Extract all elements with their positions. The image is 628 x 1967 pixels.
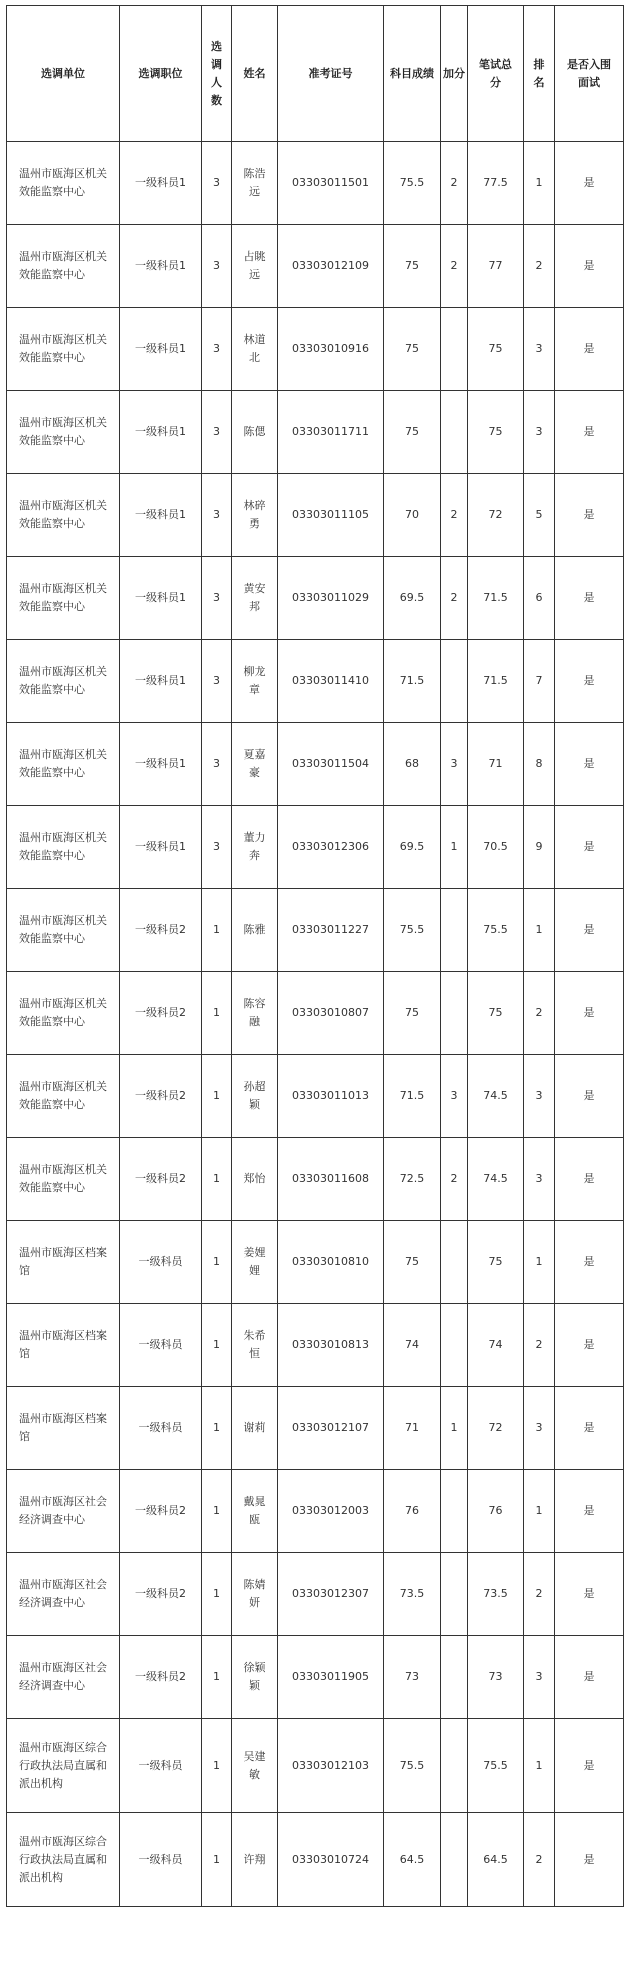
cell-count: 1 bbox=[202, 1304, 232, 1387]
cell-bonus bbox=[441, 391, 468, 474]
cell-bonus: 2 bbox=[441, 474, 468, 557]
cell-total: 75.5 bbox=[468, 1719, 524, 1813]
cell-exam-id: 03303012307 bbox=[278, 1553, 384, 1636]
table-header-row bbox=[7, 6, 624, 142]
cell-interview: 是 bbox=[555, 557, 624, 640]
cell-position: 一级科员1 bbox=[120, 308, 202, 391]
cell-interview: 是 bbox=[555, 474, 624, 557]
cell-total: 75 bbox=[468, 1221, 524, 1304]
cell-name: 陈雅 bbox=[232, 889, 278, 972]
cell-exam-id: 03303011608 bbox=[278, 1138, 384, 1221]
cell-interview: 是 bbox=[555, 1387, 624, 1470]
cell-count: 3 bbox=[202, 806, 232, 889]
cell-unit: 温州市瓯海区机关效能监察中心 bbox=[7, 1055, 120, 1138]
cell-subject-score: 75 bbox=[384, 391, 441, 474]
cell-exam-id: 03303012109 bbox=[278, 225, 384, 308]
table-row bbox=[7, 806, 624, 889]
cell-name: 谢莉 bbox=[232, 1387, 278, 1470]
cell-subject-score: 73.5 bbox=[384, 1553, 441, 1636]
header-subject-score: 科目成绩 bbox=[384, 6, 441, 142]
cell-subject-score: 71.5 bbox=[384, 1055, 441, 1138]
cell-unit: 温州市瓯海区机关效能监察中心 bbox=[7, 723, 120, 806]
cell-subject-score: 71 bbox=[384, 1387, 441, 1470]
cell-bonus: 3 bbox=[441, 723, 468, 806]
cell-exam-id: 03303011227 bbox=[278, 889, 384, 972]
cell-interview: 是 bbox=[555, 806, 624, 889]
cell-total: 72 bbox=[468, 474, 524, 557]
cell-count: 3 bbox=[202, 640, 232, 723]
cell-subject-score: 75 bbox=[384, 225, 441, 308]
table-row bbox=[7, 889, 624, 972]
cell-position: 一级科员 bbox=[120, 1221, 202, 1304]
cell-count: 1 bbox=[202, 1387, 232, 1470]
cell-position: 一级科员1 bbox=[120, 474, 202, 557]
cell-total: 75.5 bbox=[468, 889, 524, 972]
cell-rank: 1 bbox=[524, 1470, 555, 1553]
table-row bbox=[7, 640, 624, 723]
table-row bbox=[7, 557, 624, 640]
table-row bbox=[7, 1719, 624, 1813]
cell-exam-id: 03303012306 bbox=[278, 806, 384, 889]
cell-total: 75 bbox=[468, 972, 524, 1055]
cell-bonus bbox=[441, 1636, 468, 1719]
cell-name: 陈婧妍 bbox=[232, 1553, 278, 1636]
cell-count: 1 bbox=[202, 1055, 232, 1138]
cell-interview: 是 bbox=[555, 723, 624, 806]
cell-total: 73.5 bbox=[468, 1553, 524, 1636]
cell-name: 夏嘉豪 bbox=[232, 723, 278, 806]
cell-subject-score: 70 bbox=[384, 474, 441, 557]
cell-rank: 2 bbox=[524, 1813, 555, 1907]
results-table-container bbox=[6, 5, 624, 1907]
cell-bonus bbox=[441, 1553, 468, 1636]
cell-count: 1 bbox=[202, 1719, 232, 1813]
cell-total: 72 bbox=[468, 1387, 524, 1470]
cell-unit: 温州市瓯海区档案馆 bbox=[7, 1304, 120, 1387]
cell-unit: 温州市瓯海区机关效能监察中心 bbox=[7, 308, 120, 391]
cell-subject-score: 64.5 bbox=[384, 1813, 441, 1907]
cell-exam-id: 03303012107 bbox=[278, 1387, 384, 1470]
cell-bonus: 1 bbox=[441, 806, 468, 889]
cell-exam-id: 03303011905 bbox=[278, 1636, 384, 1719]
header-exam-id: 准考证号 bbox=[278, 6, 384, 142]
cell-rank: 3 bbox=[524, 1055, 555, 1138]
cell-interview: 是 bbox=[555, 640, 624, 723]
cell-exam-id: 03303010916 bbox=[278, 308, 384, 391]
cell-interview: 是 bbox=[555, 1553, 624, 1636]
cell-interview: 是 bbox=[555, 1055, 624, 1138]
cell-interview: 是 bbox=[555, 391, 624, 474]
cell-subject-score: 75 bbox=[384, 972, 441, 1055]
cell-rank: 2 bbox=[524, 225, 555, 308]
cell-name: 董力奔 bbox=[232, 806, 278, 889]
cell-subject-score: 73 bbox=[384, 1636, 441, 1719]
cell-count: 1 bbox=[202, 1470, 232, 1553]
cell-total: 76 bbox=[468, 1470, 524, 1553]
cell-total: 74 bbox=[468, 1304, 524, 1387]
table-row bbox=[7, 1304, 624, 1387]
cell-subject-score: 72.5 bbox=[384, 1138, 441, 1221]
header-rank: 排名 bbox=[524, 6, 555, 142]
cell-total: 71.5 bbox=[468, 557, 524, 640]
cell-unit: 温州市瓯海区机关效能监察中心 bbox=[7, 391, 120, 474]
cell-exam-id: 03303011029 bbox=[278, 557, 384, 640]
cell-unit: 温州市瓯海区机关效能监察中心 bbox=[7, 142, 120, 225]
cell-bonus bbox=[441, 308, 468, 391]
cell-rank: 3 bbox=[524, 308, 555, 391]
cell-bonus bbox=[441, 1304, 468, 1387]
cell-subject-score: 75.5 bbox=[384, 142, 441, 225]
cell-bonus bbox=[441, 1221, 468, 1304]
header-unit: 选调单位 bbox=[7, 6, 120, 142]
table-row bbox=[7, 1813, 624, 1907]
cell-position: 一级科员2 bbox=[120, 972, 202, 1055]
cell-position: 一级科员1 bbox=[120, 723, 202, 806]
cell-name: 吴建敏 bbox=[232, 1719, 278, 1813]
cell-subject-score: 69.5 bbox=[384, 557, 441, 640]
table-row bbox=[7, 1470, 624, 1553]
cell-exam-id: 03303011410 bbox=[278, 640, 384, 723]
cell-rank: 2 bbox=[524, 1553, 555, 1636]
cell-position: 一级科员1 bbox=[120, 557, 202, 640]
cell-exam-id: 03303011504 bbox=[278, 723, 384, 806]
cell-subject-score: 75.5 bbox=[384, 1719, 441, 1813]
cell-bonus bbox=[441, 1719, 468, 1813]
cell-subject-score: 74 bbox=[384, 1304, 441, 1387]
cell-position: 一级科员 bbox=[120, 1813, 202, 1907]
cell-name: 徐颖颖 bbox=[232, 1636, 278, 1719]
cell-interview: 是 bbox=[555, 1636, 624, 1719]
cell-unit: 温州市瓯海区档案馆 bbox=[7, 1221, 120, 1304]
cell-exam-id: 03303010807 bbox=[278, 972, 384, 1055]
cell-interview: 是 bbox=[555, 225, 624, 308]
selection-results-table bbox=[6, 5, 624, 1907]
cell-count: 1 bbox=[202, 1636, 232, 1719]
cell-unit: 温州市瓯海区档案馆 bbox=[7, 1387, 120, 1470]
table-row bbox=[7, 1636, 624, 1719]
header-interview: 是否入围面试 bbox=[555, 6, 624, 142]
cell-position: 一级科员1 bbox=[120, 391, 202, 474]
cell-bonus bbox=[441, 1470, 468, 1553]
cell-bonus bbox=[441, 889, 468, 972]
cell-exam-id: 03303010813 bbox=[278, 1304, 384, 1387]
cell-total: 75 bbox=[468, 308, 524, 391]
cell-rank: 5 bbox=[524, 474, 555, 557]
cell-subject-score: 75 bbox=[384, 1221, 441, 1304]
table-row bbox=[7, 1387, 624, 1470]
cell-position: 一级科员 bbox=[120, 1304, 202, 1387]
cell-count: 3 bbox=[202, 557, 232, 640]
cell-interview: 是 bbox=[555, 1719, 624, 1813]
cell-unit: 温州市瓯海区综合行政执法局直属和派出机构 bbox=[7, 1719, 120, 1813]
header-total: 笔试总分 bbox=[468, 6, 524, 142]
cell-unit: 温州市瓯海区机关效能监察中心 bbox=[7, 225, 120, 308]
cell-position: 一级科员1 bbox=[120, 640, 202, 723]
cell-bonus: 2 bbox=[441, 557, 468, 640]
cell-position: 一级科员1 bbox=[120, 806, 202, 889]
cell-name: 占眺远 bbox=[232, 225, 278, 308]
cell-bonus: 1 bbox=[441, 1387, 468, 1470]
cell-rank: 3 bbox=[524, 1387, 555, 1470]
cell-rank: 1 bbox=[524, 1221, 555, 1304]
cell-interview: 是 bbox=[555, 308, 624, 391]
cell-rank: 9 bbox=[524, 806, 555, 889]
cell-position: 一级科员2 bbox=[120, 1553, 202, 1636]
cell-unit: 温州市瓯海区机关效能监察中心 bbox=[7, 972, 120, 1055]
cell-count: 1 bbox=[202, 1553, 232, 1636]
cell-position: 一级科员1 bbox=[120, 225, 202, 308]
cell-total: 77 bbox=[468, 225, 524, 308]
cell-bonus: 2 bbox=[441, 142, 468, 225]
header-bonus: 加分 bbox=[441, 6, 468, 142]
cell-subject-score: 69.5 bbox=[384, 806, 441, 889]
cell-name: 朱希恒 bbox=[232, 1304, 278, 1387]
cell-interview: 是 bbox=[555, 889, 624, 972]
cell-bonus bbox=[441, 1813, 468, 1907]
table-row bbox=[7, 1138, 624, 1221]
cell-subject-score: 68 bbox=[384, 723, 441, 806]
cell-unit: 温州市瓯海区社会经济调查中心 bbox=[7, 1636, 120, 1719]
cell-interview: 是 bbox=[555, 142, 624, 225]
cell-interview: 是 bbox=[555, 1470, 624, 1553]
cell-count: 1 bbox=[202, 972, 232, 1055]
table-row bbox=[7, 225, 624, 308]
cell-name: 柳龙章 bbox=[232, 640, 278, 723]
cell-position: 一级科员1 bbox=[120, 142, 202, 225]
header-name: 姓名 bbox=[232, 6, 278, 142]
cell-unit: 温州市瓯海区机关效能监察中心 bbox=[7, 1138, 120, 1221]
cell-exam-id: 03303010724 bbox=[278, 1813, 384, 1907]
cell-bonus bbox=[441, 972, 468, 1055]
cell-position: 一级科员2 bbox=[120, 1636, 202, 1719]
cell-position: 一级科员2 bbox=[120, 1470, 202, 1553]
cell-total: 74.5 bbox=[468, 1055, 524, 1138]
cell-subject-score: 75.5 bbox=[384, 889, 441, 972]
cell-subject-score: 75 bbox=[384, 308, 441, 391]
cell-total: 71.5 bbox=[468, 640, 524, 723]
cell-unit: 温州市瓯海区机关效能监察中心 bbox=[7, 806, 120, 889]
table-row bbox=[7, 1221, 624, 1304]
cell-exam-id: 03303011501 bbox=[278, 142, 384, 225]
cell-unit: 温州市瓯海区机关效能监察中心 bbox=[7, 474, 120, 557]
cell-count: 3 bbox=[202, 308, 232, 391]
cell-unit: 温州市瓯海区机关效能监察中心 bbox=[7, 889, 120, 972]
cell-interview: 是 bbox=[555, 1813, 624, 1907]
cell-name: 林碎勇 bbox=[232, 474, 278, 557]
cell-total: 75 bbox=[468, 391, 524, 474]
cell-name: 戴晁瓯 bbox=[232, 1470, 278, 1553]
cell-interview: 是 bbox=[555, 1221, 624, 1304]
table-row bbox=[7, 308, 624, 391]
cell-rank: 3 bbox=[524, 391, 555, 474]
cell-interview: 是 bbox=[555, 1138, 624, 1221]
table-row bbox=[7, 1553, 624, 1636]
cell-name: 陈容融 bbox=[232, 972, 278, 1055]
cell-name: 郑怡 bbox=[232, 1138, 278, 1221]
cell-bonus bbox=[441, 640, 468, 723]
cell-count: 1 bbox=[202, 1221, 232, 1304]
cell-position: 一级科员 bbox=[120, 1387, 202, 1470]
cell-name: 陈浩远 bbox=[232, 142, 278, 225]
cell-bonus: 2 bbox=[441, 1138, 468, 1221]
cell-count: 3 bbox=[202, 474, 232, 557]
table-row bbox=[7, 1055, 624, 1138]
cell-name: 林道北 bbox=[232, 308, 278, 391]
cell-rank: 1 bbox=[524, 142, 555, 225]
cell-count: 1 bbox=[202, 1813, 232, 1907]
cell-count: 3 bbox=[202, 723, 232, 806]
table-body bbox=[7, 142, 624, 1907]
cell-rank: 8 bbox=[524, 723, 555, 806]
cell-bonus: 3 bbox=[441, 1055, 468, 1138]
table-row bbox=[7, 723, 624, 806]
header-count: 选调人数 bbox=[202, 6, 232, 142]
cell-name: 陈偲 bbox=[232, 391, 278, 474]
cell-count: 1 bbox=[202, 1138, 232, 1221]
cell-exam-id: 03303011105 bbox=[278, 474, 384, 557]
cell-unit: 温州市瓯海区综合行政执法局直属和派出机构 bbox=[7, 1813, 120, 1907]
cell-rank: 2 bbox=[524, 1304, 555, 1387]
cell-rank: 3 bbox=[524, 1138, 555, 1221]
table-row bbox=[7, 972, 624, 1055]
cell-name: 许翔 bbox=[232, 1813, 278, 1907]
cell-total: 64.5 bbox=[468, 1813, 524, 1907]
cell-exam-id: 03303011013 bbox=[278, 1055, 384, 1138]
cell-exam-id: 03303010810 bbox=[278, 1221, 384, 1304]
cell-count: 1 bbox=[202, 889, 232, 972]
cell-count: 3 bbox=[202, 391, 232, 474]
cell-count: 3 bbox=[202, 142, 232, 225]
cell-rank: 1 bbox=[524, 889, 555, 972]
cell-total: 74.5 bbox=[468, 1138, 524, 1221]
cell-interview: 是 bbox=[555, 972, 624, 1055]
cell-unit: 温州市瓯海区社会经济调查中心 bbox=[7, 1470, 120, 1553]
cell-position: 一级科员2 bbox=[120, 889, 202, 972]
cell-bonus: 2 bbox=[441, 225, 468, 308]
cell-name: 黄安邦 bbox=[232, 557, 278, 640]
cell-interview: 是 bbox=[555, 1304, 624, 1387]
cell-exam-id: 03303012103 bbox=[278, 1719, 384, 1813]
cell-total: 73 bbox=[468, 1636, 524, 1719]
cell-rank: 2 bbox=[524, 972, 555, 1055]
header-position: 选调职位 bbox=[120, 6, 202, 142]
cell-unit: 温州市瓯海区社会经济调查中心 bbox=[7, 1553, 120, 1636]
cell-position: 一级科员 bbox=[120, 1719, 202, 1813]
cell-rank: 6 bbox=[524, 557, 555, 640]
cell-rank: 1 bbox=[524, 1719, 555, 1813]
cell-total: 70.5 bbox=[468, 806, 524, 889]
cell-total: 77.5 bbox=[468, 142, 524, 225]
cell-rank: 7 bbox=[524, 640, 555, 723]
cell-subject-score: 71.5 bbox=[384, 640, 441, 723]
cell-name: 姜娌娌 bbox=[232, 1221, 278, 1304]
cell-unit: 温州市瓯海区机关效能监察中心 bbox=[7, 640, 120, 723]
cell-count: 3 bbox=[202, 225, 232, 308]
table-row bbox=[7, 474, 624, 557]
cell-subject-score: 76 bbox=[384, 1470, 441, 1553]
table-row bbox=[7, 391, 624, 474]
cell-position: 一级科员2 bbox=[120, 1055, 202, 1138]
cell-unit: 温州市瓯海区机关效能监察中心 bbox=[7, 557, 120, 640]
cell-rank: 3 bbox=[524, 1636, 555, 1719]
cell-exam-id: 03303012003 bbox=[278, 1470, 384, 1553]
cell-exam-id: 03303011711 bbox=[278, 391, 384, 474]
cell-position: 一级科员2 bbox=[120, 1138, 202, 1221]
cell-name: 孙超颖 bbox=[232, 1055, 278, 1138]
cell-total: 71 bbox=[468, 723, 524, 806]
table-row bbox=[7, 142, 624, 225]
